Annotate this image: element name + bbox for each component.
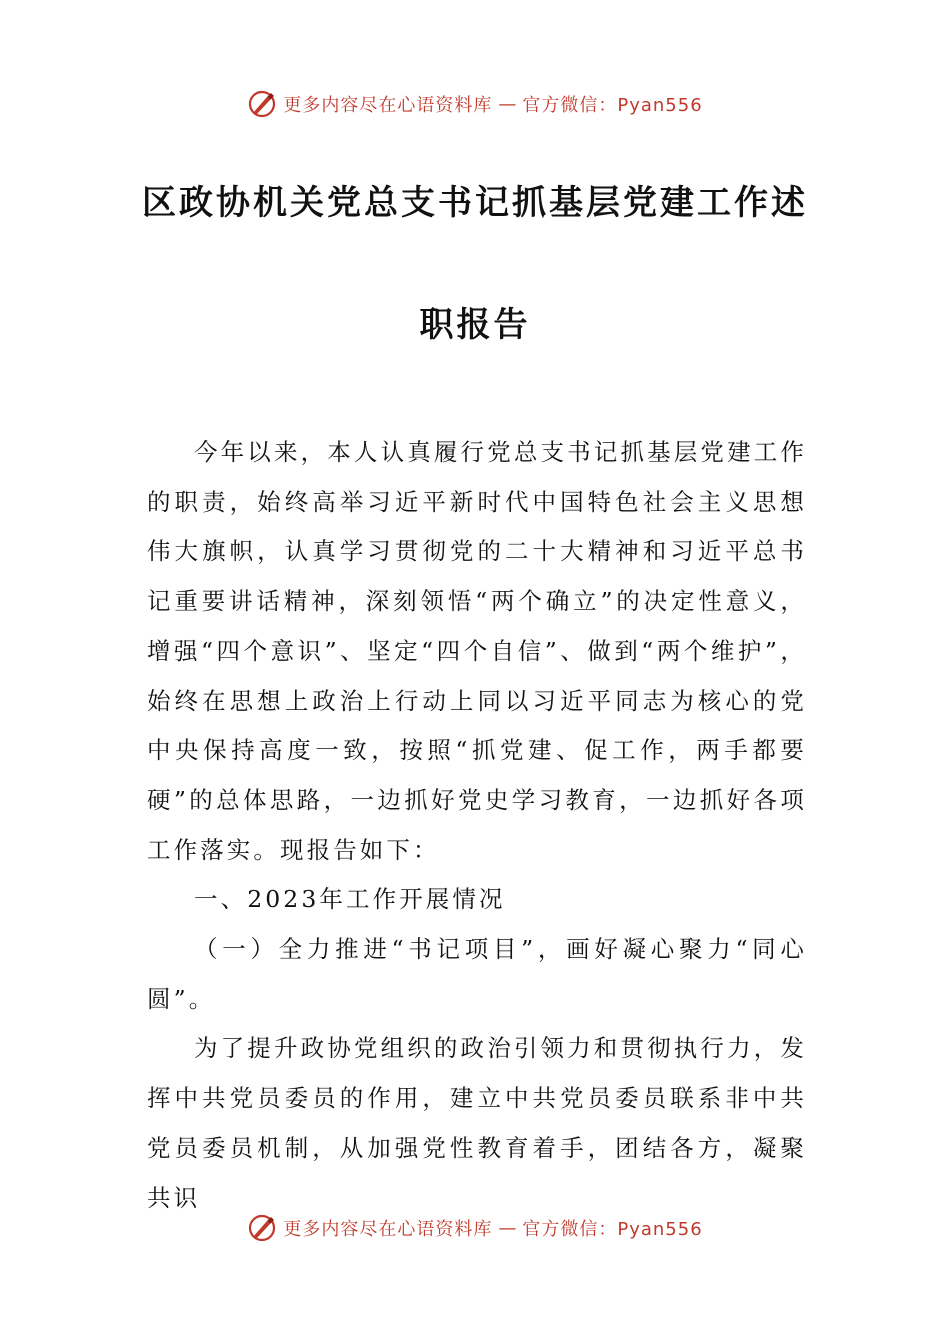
section-heading: 一、2023年工作开展情况 [194, 885, 506, 914]
header-watermark-banner [0, 84, 950, 124]
subsection-heading: （一）全力推进“书记项目”，画好凝心聚力“同心圆”。 [147, 935, 807, 1013]
pen-circle-icon [247, 1213, 277, 1243]
pen-circle-icon [247, 89, 277, 119]
banner-separator: — [498, 93, 517, 115]
banner-suffix: 官方微信：Pyan556 [522, 95, 703, 116]
document-title-line2: 职报告 [419, 305, 531, 345]
paragraph-body: 为了提升政协党组织的政治引领力和贯彻执行力，发挥中共党员委员的作用，建立中共党员委员联系非中共党员委员机制，从加强党性教育着手，团结各方，凝聚共识 [147, 1034, 807, 1212]
document-title-line1: 区政协机关党总支书记抓基层党建工作述 [142, 183, 808, 223]
footer-watermark-banner [0, 1208, 950, 1248]
banner-text: 更多内容尽在心语资料库 [283, 95, 493, 116]
banner-separator: — [498, 1217, 517, 1239]
paragraph-intro: 今年以来，本人认真履行党总支书记抓基层党建工作的职责，始终高举习近平新时代中国特色社会主义思想伟大旗帜，认真学习贯彻党的二十大精神和习近平总书记重要讲话精神，深刻领悟“两个确立”的决定性意义，增强“四个意识”、坚定“四个自信”、做到“两个维护”，始终在思想上政治上行动上同以习近平同志为核心的党中央保持高度一致，按照“抓党建、促工作，两手都要硬”的总体思路，一边抓好党史学习教育，一边抓好各项工作落实。现报告如下： [147, 438, 807, 864]
banner-text: 更多内容尽在心语资料库 [283, 1219, 493, 1240]
banner-suffix: 官方微信：Pyan556 [522, 1219, 703, 1240]
document-body [147, 428, 807, 1223]
